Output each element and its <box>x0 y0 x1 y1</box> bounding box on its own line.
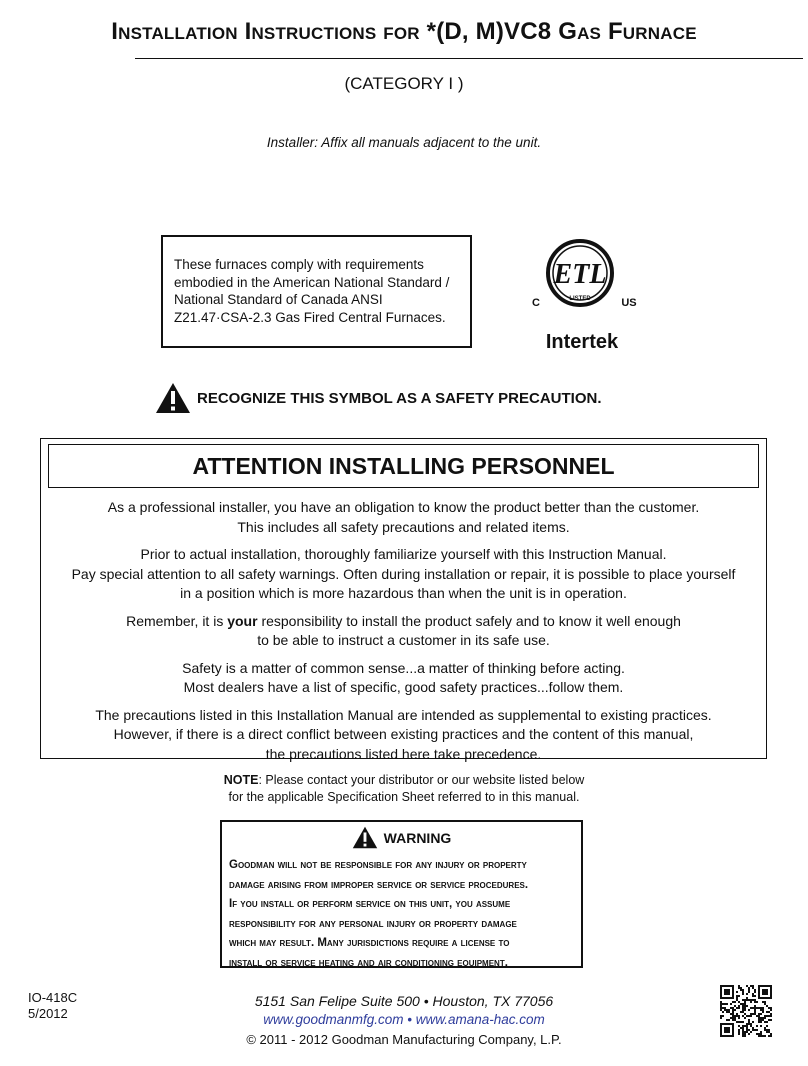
installer-note: Installer: Affix all manuals adjacent to the unit. <box>266 135 542 150</box>
attention-line: However, if there is a direct conflict between existing practices and the content of this manual, <box>113 726 694 742</box>
warning-triangle-icon <box>155 382 191 414</box>
warning-line: install or service heating and air conditioning equipment. <box>229 956 508 969</box>
attention-heading-box <box>48 444 759 488</box>
etl-letters: ETL <box>553 259 607 290</box>
copyright: © 2011 - 2012 Goodman Manufacturing Company, L.P. <box>246 1032 562 1047</box>
document-date: 5/2012 <box>28 1006 68 1021</box>
title-underline <box>135 58 803 59</box>
warning-line: damage arising from improper service or service procedures. <box>229 878 529 891</box>
warning-title: WARNING <box>383 829 452 846</box>
note-line: for the applicable Specification Sheet referred to in this manual. <box>228 790 580 804</box>
warning-header <box>220 826 583 849</box>
attention-line: Remember, it is <box>126 612 228 629</box>
note-label: NOTE <box>223 773 259 787</box>
attention-line: As a professional installer, you have an obligation to know the product better than the customer. <box>107 499 700 515</box>
safety-precaution-line <box>155 381 601 415</box>
warning-text <box>229 856 579 973</box>
compliance-text: These furnaces comply with requirements embodied in the American National Standard / National Standard of Canada ANSI Z21.47·CSA-2.3 Gas Fired Central Furnaces. <box>174 257 450 325</box>
attention-line: to be able to instruct a customer in its safe use. <box>257 632 550 648</box>
attention-paragraph <box>48 659 759 698</box>
attention-paragraph <box>48 706 759 765</box>
c-mark: C <box>532 297 540 309</box>
attention-line: The precautions listed in this Installation Manual are intended as supplemental to existing practices. <box>95 706 712 723</box>
website-links[interactable]: www.goodmanmfg.com • www.amana-hac.com <box>263 1012 545 1027</box>
note-block <box>0 772 808 806</box>
warning-line: Goodman will not be responsible for any injury or property <box>229 859 527 871</box>
us-mark: US <box>621 297 637 309</box>
listed-text: LISTED <box>569 296 591 302</box>
document-number: IO-418C <box>28 990 78 1005</box>
company-address: 5151 San Felipe Suite 500 • Houston, TX 77056 <box>254 993 554 1009</box>
attention-line: Pay special attention to all safety warnings. Often during installation or repair, it is possible to place yourself <box>71 565 736 582</box>
attention-line: Safety is a matter of common sense...a matter of thinking before acting. <box>182 659 625 676</box>
note-line: : Please contact your distributor or our website listed below <box>258 773 585 787</box>
attention-line: the precautions listed here take precedence. <box>265 745 542 762</box>
etl-listed-mark <box>528 236 640 356</box>
attention-paragraph <box>48 612 759 651</box>
warning-triangle-icon <box>352 826 378 849</box>
attention-body <box>48 498 759 772</box>
attention-paragraph <box>48 545 759 604</box>
warning-line: If you install or perform service on this unit, you assume <box>229 898 511 910</box>
safety-precaution-text: RECOGNIZE THIS SYMBOL AS A SAFETY PRECAUTION. <box>197 389 602 407</box>
warning-line: responsibility for any personal injury or property damage <box>229 917 517 930</box>
intertek-text: Intertek <box>545 331 619 353</box>
attention-heading: ATTENTION INSTALLING PERSONNEL <box>192 452 615 479</box>
page-title: Installation Instructions for *(D, M)VC8 Gas Furnace <box>111 18 697 45</box>
attention-line: responsibility to install the product safely and to know it well enough <box>257 612 681 629</box>
attention-line: Most dealers have a list of specific, good safety practices...follow them. <box>183 679 624 695</box>
attention-line: This includes all safety precautions and related items. <box>237 518 570 535</box>
warning-line: which may result. Many jurisdictions require a license to <box>229 937 510 949</box>
qr-code-icon <box>720 985 772 1037</box>
attention-line: Prior to actual installation, thoroughly familiarize yourself with this Instruction Manual. <box>140 546 667 562</box>
attention-line: in a position which is more hazardous than when the unit is in operation. <box>180 585 627 601</box>
attention-paragraph <box>48 498 759 537</box>
category-label: (CATEGORY I ) <box>344 74 464 93</box>
footer <box>0 992 808 1050</box>
emphasis-your: your <box>227 612 258 629</box>
